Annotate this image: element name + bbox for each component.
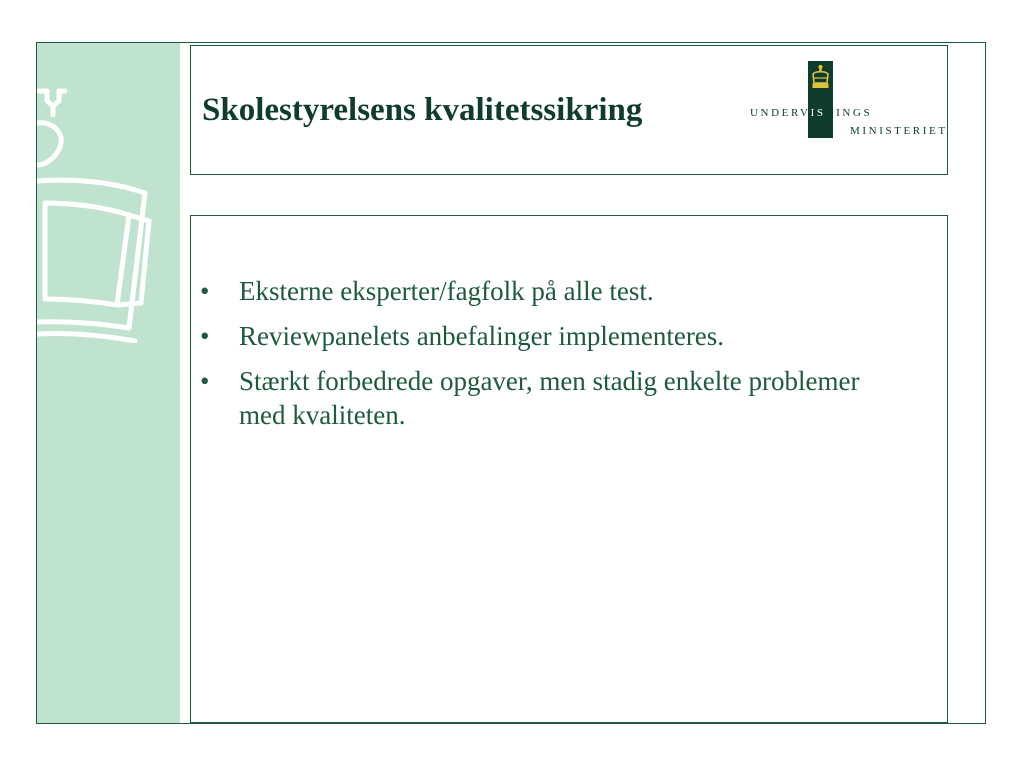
slide-title: Skolestyrelsens kvalitetssikring [202,92,643,128]
logo-text-segment: UNDERV [750,107,811,119]
bullet-item [200,274,900,308]
logo-text-line1 [750,107,872,119]
bullet-text: Eksterne eksperter/fagfolk på alle test. [239,276,654,306]
content-box [190,215,948,723]
crown-icon [808,61,833,95]
logo-text-segment-on-emblem: IS [810,107,826,119]
bullet-text: Stærkt forbedrede opgaver, men stadig enkelte problemer med kvaliteten. [239,366,860,430]
bullet-list [200,274,900,443]
logo-text-segment: NINGS [825,107,873,119]
bullet-text: Reviewpanelets anbefalinger implementeres. [239,321,725,351]
bullet-marker: • [200,321,210,351]
slide [36,42,986,724]
bullet-item [200,319,900,353]
logo-text-line2: MINISTERIET [850,125,948,137]
bullet-item [200,364,900,432]
bullet-marker: • [200,276,210,306]
side-band [37,43,180,723]
title-box [190,45,948,175]
ministry-logo [746,61,966,141]
crown-outline-icon [37,43,180,343]
logo-emblem [808,61,833,138]
bullet-marker: • [200,366,210,396]
